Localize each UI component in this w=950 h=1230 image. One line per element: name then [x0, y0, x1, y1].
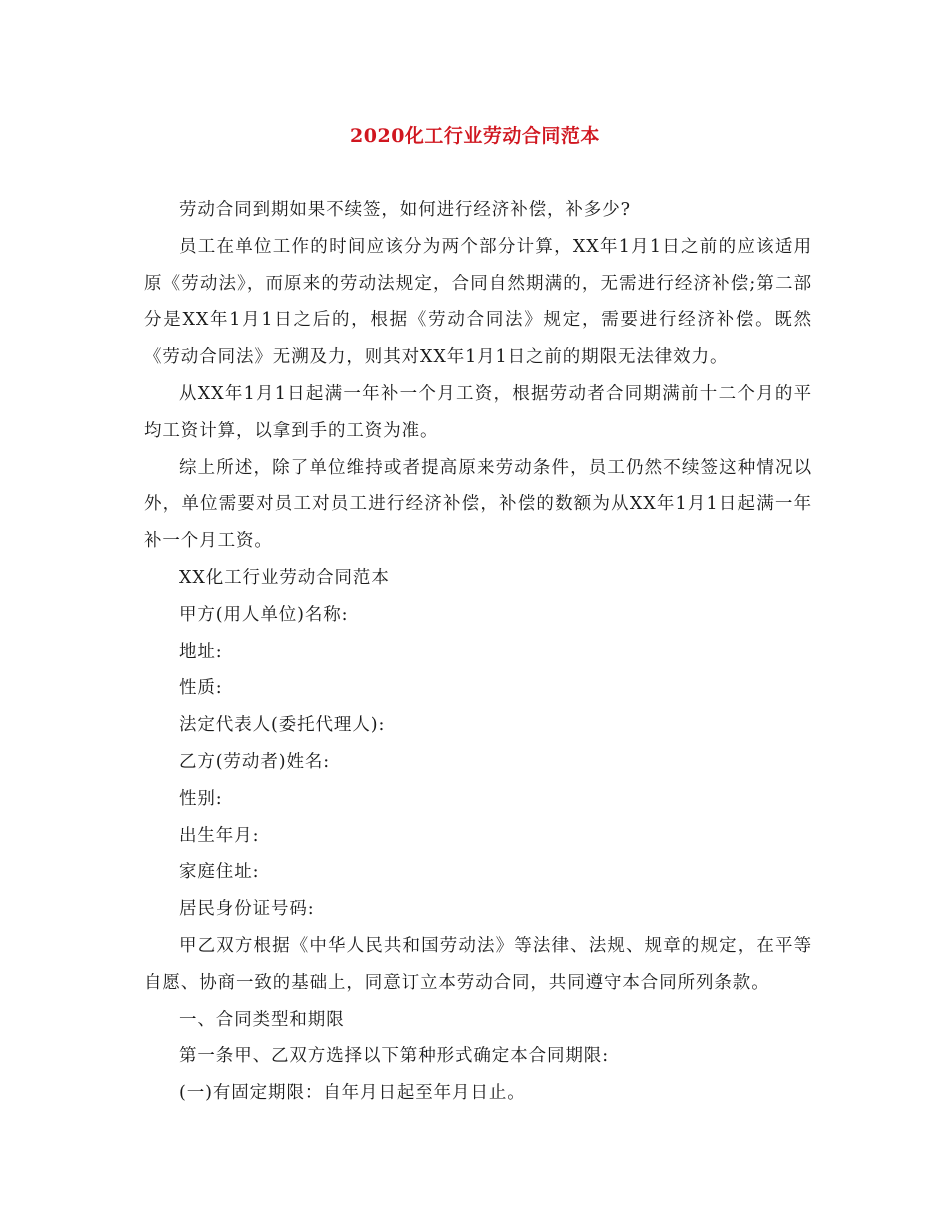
document-title: 2020化工行业劳动合同范本: [350, 125, 600, 147]
paragraph: 性别:: [179, 788, 223, 809]
paragraph: 综上所述，除了单位维持或者提高原来劳动条件，员工仍然不续签这种情况以外，单位需要对员工对员工进行经济补偿，补偿的数额为从XX年1月1日起满一年补一个月工资。: [144, 457, 812, 552]
paragraph: XX化工行业劳动合同范本: [179, 567, 390, 588]
paragraph: 家庭住址:: [179, 862, 260, 883]
paragraph: 从XX年1月1日起满一年补一个月工资，根据劳动者合同期满前十二个月的平均工资计算，以拿到手的工资为准。: [144, 383, 812, 441]
paragraph: 法定代表人(委托代理人):: [179, 715, 386, 736]
paragraph: 劳动合同到期如果不续签，如何进行经济补偿，补多少?: [179, 200, 631, 220]
paragraph: 第一条甲、乙双方选择以下第种形式确定本合同期限:: [179, 1046, 609, 1067]
paragraph: 地址:: [179, 641, 223, 662]
paragraph: 居民身份证号码:: [179, 899, 315, 920]
document-body: [144, 192, 812, 1112]
paragraph: 性质:: [179, 678, 223, 699]
paragraph: 一、合同类型和期限: [179, 1009, 345, 1030]
paragraph: 员工在单位工作的时间应该分为两个部分计算，XX年1月1日之前的应该适用原《劳动法》，而原来的劳动法规定，合同自然期满的，无需进行经济补偿;第二部分是XX年1月1日之后的，根据《劳动合同法》规定，需要进行经济补偿。既然《劳动合同法》无溯及力，则其对XX年1月1日之前的期限无法律效力。: [144, 236, 812, 368]
paragraph: 甲乙双方根据《中华人民共和国劳动法》等法律、法规、规章的规定，在平等自愿、协商一致的基础上，同意订立本劳动合同，共同遵守本合同所列条款。: [144, 935, 812, 993]
paragraph: (一)有固定期限：自年月日起至年月日止。: [179, 1083, 526, 1104]
paragraph: 甲方(用人单位)名称:: [179, 604, 349, 625]
paragraph: 出生年月:: [179, 825, 260, 846]
paragraph: 乙方(劳动者)姓名:: [179, 751, 331, 772]
